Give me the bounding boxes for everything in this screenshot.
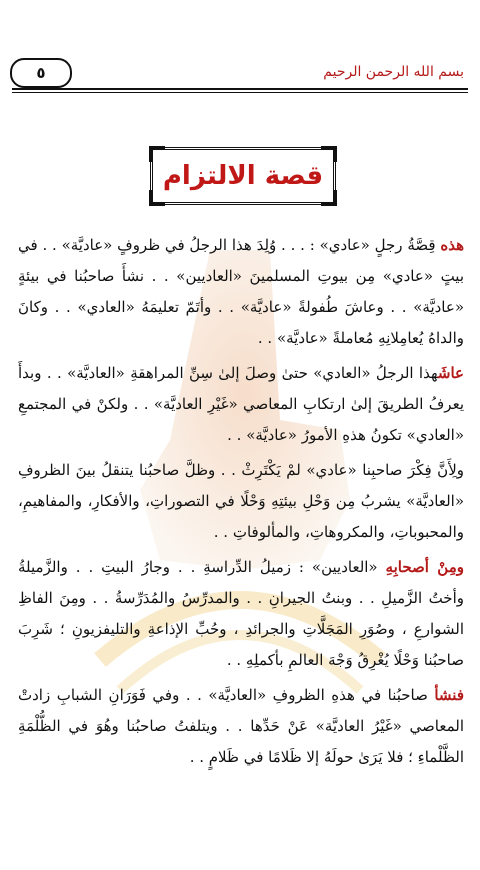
- paragraph-text: هذا الرجلُ «العادي» حتىٰ وصلَ إلىٰ سِنِّ المراهقةِ «العاديَّة» . . وبدأَ يعرفُ الطريقَ إلىٰ ارتكابِ المعاصي «غَيْرِ العاديَّة» . . ولكنْ في المجتمعِ «العادي» تكونُ هذهِ الأمورُ «عاديَّة» . .: [18, 364, 464, 444]
- page-header: [0, 0, 480, 95]
- document-body: [18, 230, 464, 777]
- header-rule: [12, 88, 468, 90]
- paragraph: [18, 358, 464, 451]
- paragraph-lead: ومِنْ أصحابِهِ: [385, 558, 465, 576]
- paragraph: [18, 455, 464, 548]
- frame-corner-ornament: [321, 190, 337, 206]
- page-number-badge: ٥: [10, 58, 72, 88]
- paragraph-text: قِصَّةُ رجلٍ «عادي» : . . . وُلِدَ هذا الرجلُ في ظروفٍ «عاديَّة» . . في بيتٍ «عادي» مِن بيوتِ المسلمينَ «العاديين» . . نشأَ صاحبُنا في بيئةٍ «عاديَّة» . . وعاشَ طُفولةً «عاديَّة» . . وأتَمّ تعليمَهُ «العادي» . . وكانَ والداهُ يُعامِلانِهِ مُعاملةً «عاديَّة» . .: [18, 236, 464, 347]
- frame-corner-ornament: [149, 190, 165, 206]
- frame-corner-ornament: [321, 146, 337, 162]
- paragraph-lead: فنشأ: [434, 686, 464, 704]
- paragraph-text: صاحبُنا في هذهِ الظروفِ «العاديَّة» . . وفي فَوَرَانِ الشبابِ زادتْ المعاصي «غَيْرُ العاديَّة» عَنْ حَدِّها . . ويتلفتُ صاحبُنا وهُوَ في الظُّلْمَةِ الظَّلْماءِ ؛ فلا يَرَىٰ حولَهُ إلا ظَلامًا في ظَلامٍ . .: [18, 686, 464, 766]
- paragraph: [18, 230, 464, 354]
- paragraph-lead: هذه: [440, 236, 464, 254]
- frame-corner-ornament: [149, 146, 165, 162]
- paragraph-lead: عاشَ: [437, 364, 464, 382]
- chapter-title: قصة الالتزام: [162, 161, 324, 191]
- header-rule-thin: [12, 92, 468, 93]
- title-frame: [150, 147, 336, 205]
- paragraph-text: «العاديين» : زميلُ الدِّراسةِ . . وجارُ البيتِ . . والزَّميلةُ وأختُ الزَّميلِ . . وبنتُ الجيرانِ . . والمدرِّسُ والمُدَرِّسةُ . . ومِنَ الفاظِ الشوارعِ ، وصُوَرِ المَجَلَّاتِ والجرائدِ ، وحُبِّ الإذاعةِ والتليفزيونِ ؛ شَرِبَ صاحبُنا وَحْلًا يُغْرِقُ وَجْهَ العالمِ بأكملِهِ . .: [18, 558, 464, 669]
- paragraph: [18, 552, 464, 676]
- paragraph: [18, 680, 464, 773]
- basmala-header: بسم الله الرحمن الرحيم: [323, 64, 464, 80]
- paragraph-text: ولِأَنَّ فِكْرَ صاحبِنا «عادي» لمْ يَكْتَرِثْ . . وظلَّ صاحبُنا يتنقلُ بينَ الظروفِ «العاديَّة» يشربُ مِن وَحْلِ بيئتِهِ وَحْلًا في التصوراتِ، والأفكارِ، والمفاهيمِ، والمحبوباتِ، والمكروهاتِ، والمألوفاتِ . .: [18, 461, 464, 541]
